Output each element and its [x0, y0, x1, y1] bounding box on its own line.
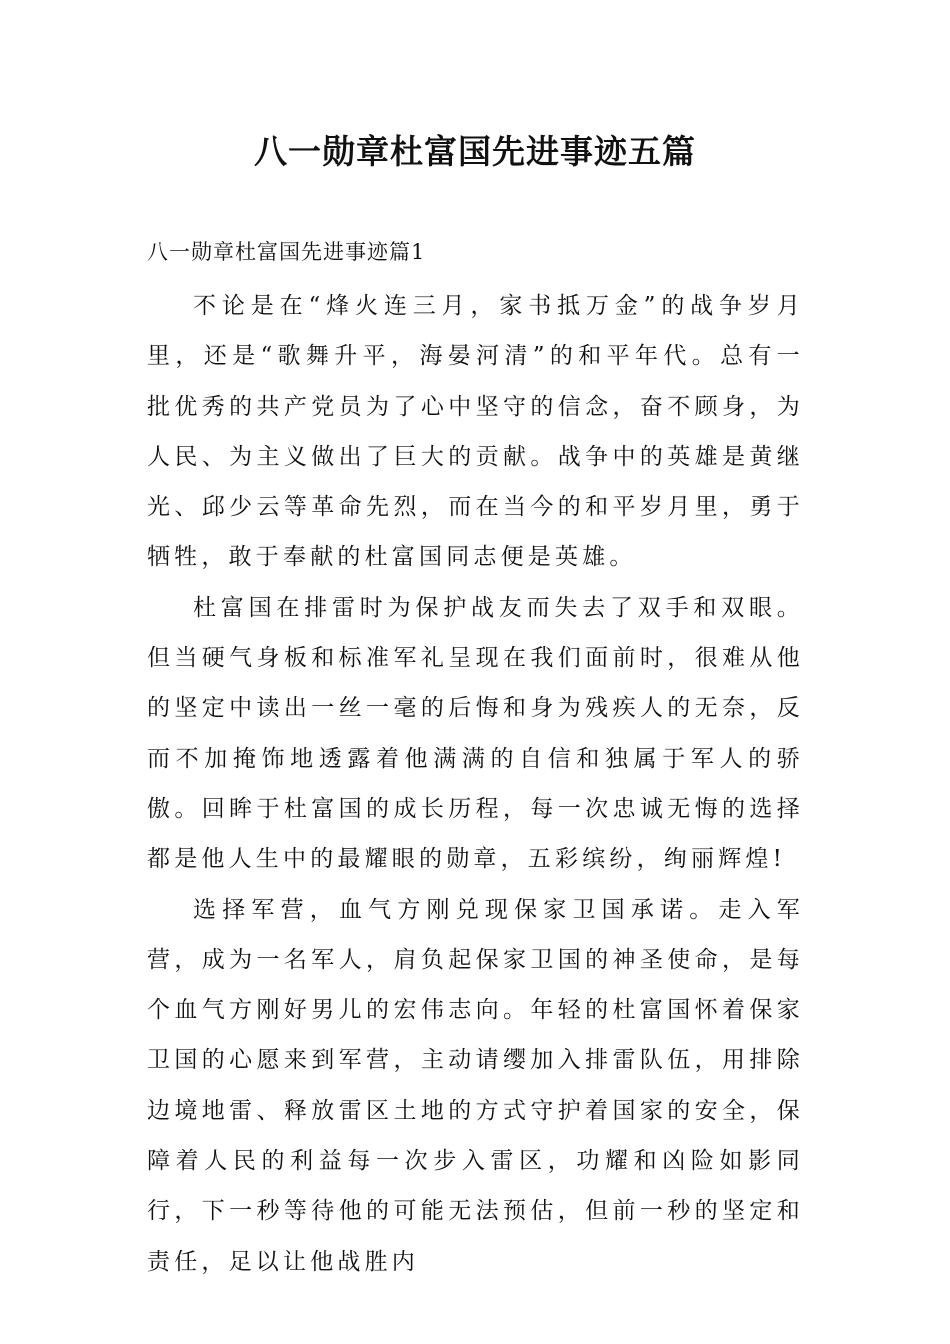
paragraph: 选择军营，血气方刚兑现保家卫国承诺。走入军营，成为一名军人，肩负起保家卫国的神圣使命，是每个血气方刚好男儿的宏伟志向。年轻的杜富国怀着保家卫国的心愿来到军营，主动请缨加入排雷队伍，用排除边境地雷、释放雷区土地的方式守护着国家的安全，保障着人民的利益每一次步入雷区，功耀和凶险如影同行，下一秒等待他的可能无法预估，但前一秒的坚定和责任，足以让他战胜内	[147, 896, 804, 1275]
document-title: 八一勋章杜富国先进事迹五篇	[254, 132, 696, 171]
paragraph: 不论是在“烽火连三月，家书抵万金”的战争岁月里，还是“歌舞升平，海晏河清”的和平年代。总有一批优秀的共产党员为了心中坚守的信念，奋不顾身，为人民、为主义做出了巨大的贡献。战争中的英雄是黄继光、邱少云等革命先烈，而在当今的和平岁月里，勇于牺牲，敢于奉献的杜富国同志便是英雄。	[147, 293, 804, 571]
paragraph: 杜富国在排雷时为保护战友而失去了双手和双眼。但当硬气身板和标准军礼呈现在我们面前时，很难从他的坚定中读出一丝一毫的后悔和身为残疾人的无奈，反而不加掩饰地透露着他满满的自信和独属于军人的骄傲。回眸于杜富国的成长历程，每一次忠诚无悔的选择都是他人生中的最耀眼的勋章，五彩缤纷，绚丽辉煌!	[147, 594, 804, 873]
section-heading: 八一勋章杜富国先进事迹篇1	[147, 240, 426, 264]
document-body	[147, 281, 804, 1287]
